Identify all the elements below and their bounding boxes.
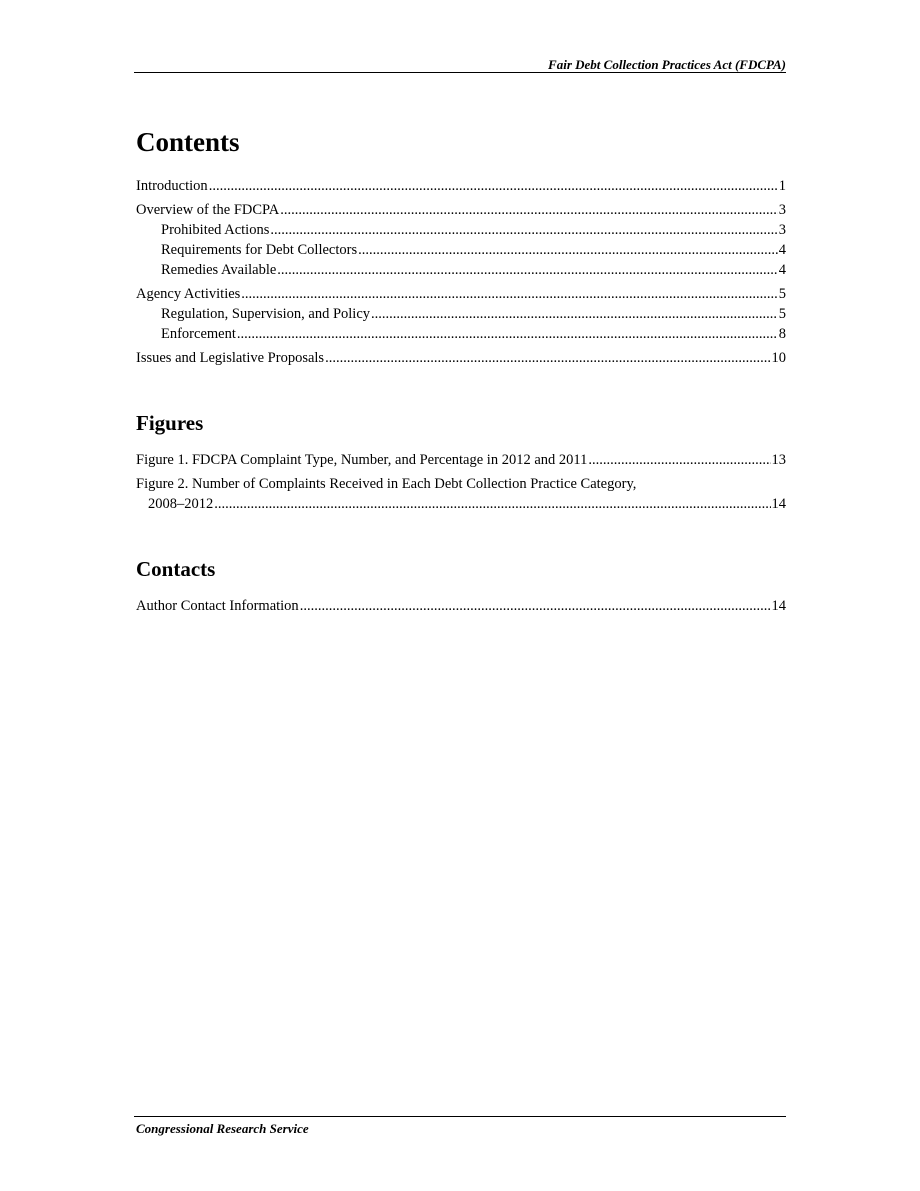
dot-leader (214, 494, 770, 514)
toc-entry-page: 3 (778, 202, 786, 218)
dot-leader (270, 220, 777, 240)
toc-entry-title: Author Contact Information (136, 598, 299, 614)
toc-entry-title: Figure 1. FDCPA Complaint Type, Number, and Percentage in 2012 and 2011 (136, 452, 588, 468)
dot-leader (241, 284, 777, 304)
toc-entry-page: 1 (778, 178, 786, 194)
toc-entry-page: 14 (771, 496, 786, 512)
toc-entry-page: 4 (778, 262, 786, 278)
contacts-list (136, 596, 786, 616)
toc-entry-title: Enforcement (161, 326, 236, 342)
running-footer: Congressional Research Service (136, 1121, 309, 1136)
toc-entry-page: 3 (778, 222, 786, 238)
dot-leader (300, 596, 771, 616)
toc-entry-agency-activities[interactable] (136, 284, 786, 304)
figures-heading: Figures (136, 411, 204, 435)
toc-entry-page: 13 (771, 452, 786, 468)
toc-entry-title: Introduction (136, 178, 208, 194)
toc-entry-title: Regulation, Supervision, and Policy (161, 306, 371, 322)
toc-entry-title: Agency Activities (136, 286, 241, 302)
toc-entry-title: Prohibited Actions (161, 222, 270, 238)
toc-entry-title-continued: 2008–2012 (148, 496, 214, 512)
toc-entry-title: Overview of the FDCPA (136, 202, 280, 218)
dot-leader (277, 260, 777, 280)
toc-entry-overview[interactable] (136, 200, 786, 220)
toc-entry-figure-2[interactable] (136, 474, 786, 514)
dot-leader (209, 176, 778, 196)
toc-entry-page: 10 (771, 350, 786, 366)
toc-entry-page: 14 (771, 598, 786, 614)
toc-entry-title: Requirements for Debt Collectors (161, 242, 358, 258)
toc-entry-title: Figure 2. Number of Complaints Received in Each Debt Collection Practice Category, (136, 476, 637, 492)
toc-entry-remedies[interactable] (136, 260, 786, 280)
running-header: Fair Debt Collection Practices Act (FDCPA) (548, 57, 786, 72)
dot-leader (237, 324, 778, 344)
toc-entry-page: 5 (778, 286, 786, 302)
toc-entry-enforcement[interactable] (136, 324, 786, 344)
toc-entry-requirements[interactable] (136, 240, 786, 260)
contents-heading: Contents (136, 127, 240, 157)
table-of-contents (136, 126, 786, 616)
toc-entry-title: Issues and Legislative Proposals (136, 350, 325, 366)
toc-entry-author-contact[interactable] (136, 596, 786, 616)
toc-entry-introduction[interactable] (136, 176, 786, 196)
dot-leader (358, 240, 778, 260)
toc-entry-issues[interactable] (136, 348, 786, 368)
toc-entry-page: 4 (778, 242, 786, 258)
toc-entry-regulation[interactable] (136, 304, 786, 324)
toc-entry-title: Remedies Available (161, 262, 277, 278)
figures-list (136, 450, 786, 514)
contacts-heading: Contacts (136, 557, 216, 581)
toc-entry-page: 8 (778, 326, 786, 342)
toc-entry-prohibited-actions[interactable] (136, 220, 786, 240)
toc-entry-page: 5 (778, 306, 786, 322)
dot-leader (325, 348, 770, 368)
footer-rule (134, 1116, 786, 1117)
dot-leader (371, 304, 778, 324)
dot-leader (588, 450, 770, 470)
header-rule (134, 72, 786, 73)
contents-list (136, 176, 786, 368)
toc-entry-figure-1[interactable] (136, 450, 786, 470)
dot-leader (280, 200, 777, 220)
